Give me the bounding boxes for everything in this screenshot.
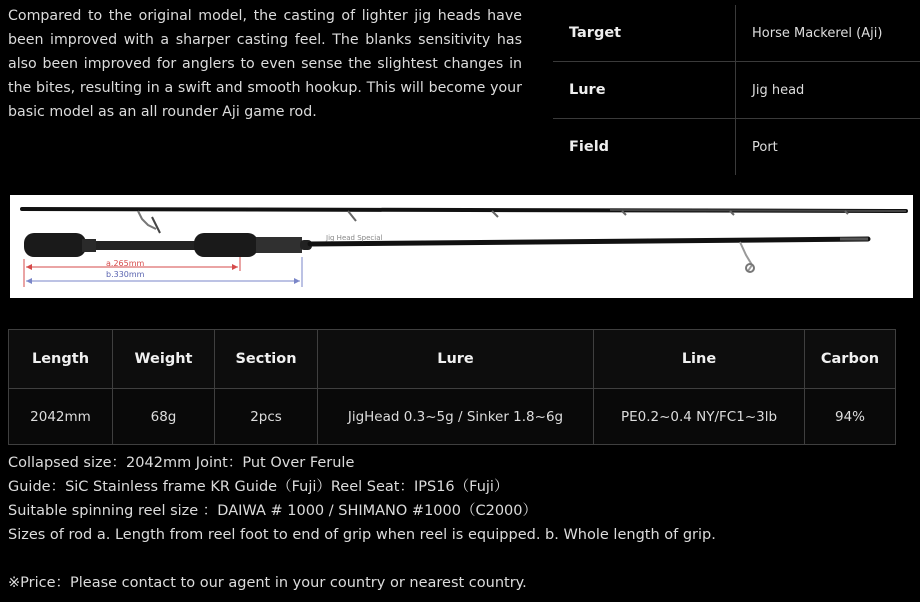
specs-header-row <box>9 330 896 389</box>
spec-value: Port <box>752 139 778 155</box>
note-collapsed-size: Collapsed size：2042mm Joint：Put Over Ferule <box>8 455 355 471</box>
rod-image <box>10 195 913 298</box>
rod-specs-table <box>8 329 896 445</box>
grip-dimension-b: b.330mm <box>106 270 145 279</box>
rod-notes <box>8 451 908 595</box>
col-header-lure: Lure <box>318 330 594 389</box>
col-header-weight: Weight <box>113 330 215 389</box>
spec-key: Field <box>553 119 736 176</box>
specs-data-row <box>9 389 896 445</box>
note-rod-sizes: Sizes of rod a. Length from reel foot to end of grip when reel is equipped. b. Whole length of grip. <box>8 527 716 543</box>
spec-value: Horse Mackerel (Aji) <box>736 5 920 62</box>
note-guide: Guide：SiC Stainless frame KR Guide（Fuji）Reel Seat：IPS16（Fuji） <box>8 479 509 495</box>
blank-printing: Jig Head Special <box>326 234 383 242</box>
price-note: ※Price：Please contact to our agent in your country or nearest country. <box>8 575 527 591</box>
spec-row-field <box>553 119 920 176</box>
rear-grip <box>24 233 86 257</box>
cell-section: 2pcs <box>215 389 318 445</box>
rod-illustration <box>10 195 913 298</box>
col-header-line: Line <box>594 330 805 389</box>
target-spec-table <box>553 5 920 175</box>
note-reel-size: Suitable spinning reel size ：DAIWA # 1000 / SHIMANO #1000（C2000） <box>8 503 538 519</box>
col-header-length: Length <box>9 330 113 389</box>
cell-length: 2042mm <box>9 389 113 445</box>
spec-row-target <box>553 5 920 62</box>
grip-dimension-a: a.265mm <box>106 259 145 268</box>
col-header-carbon: Carbon <box>805 330 896 389</box>
cell-carbon: 94% <box>805 389 896 445</box>
fore-grip <box>194 233 258 257</box>
cell-line: PE0.2~0.4 NY/FC1~3lb <box>594 389 805 445</box>
spec-row-lure <box>553 62 920 119</box>
cell-lure: JigHead 0.3~5g / Sinker 1.8~6g <box>318 389 594 445</box>
spec-key: Target <box>553 5 736 62</box>
spec-key: Lure <box>553 62 736 119</box>
spec-value: Jig head <box>736 62 920 119</box>
col-header-section: Section <box>215 330 318 389</box>
product-description: Compared to the original model, the casting of lighter jig heads have been improved with a sharper casting feel. The blanks sensitivity has also been improved for anglers to even sense the slightest changes in the bites, resulting in a swift and smooth hookup. This will become your basic model as an all rounder Aji game rod. <box>8 8 522 120</box>
cell-weight: 68g <box>113 389 215 445</box>
reel-seat <box>256 237 302 253</box>
